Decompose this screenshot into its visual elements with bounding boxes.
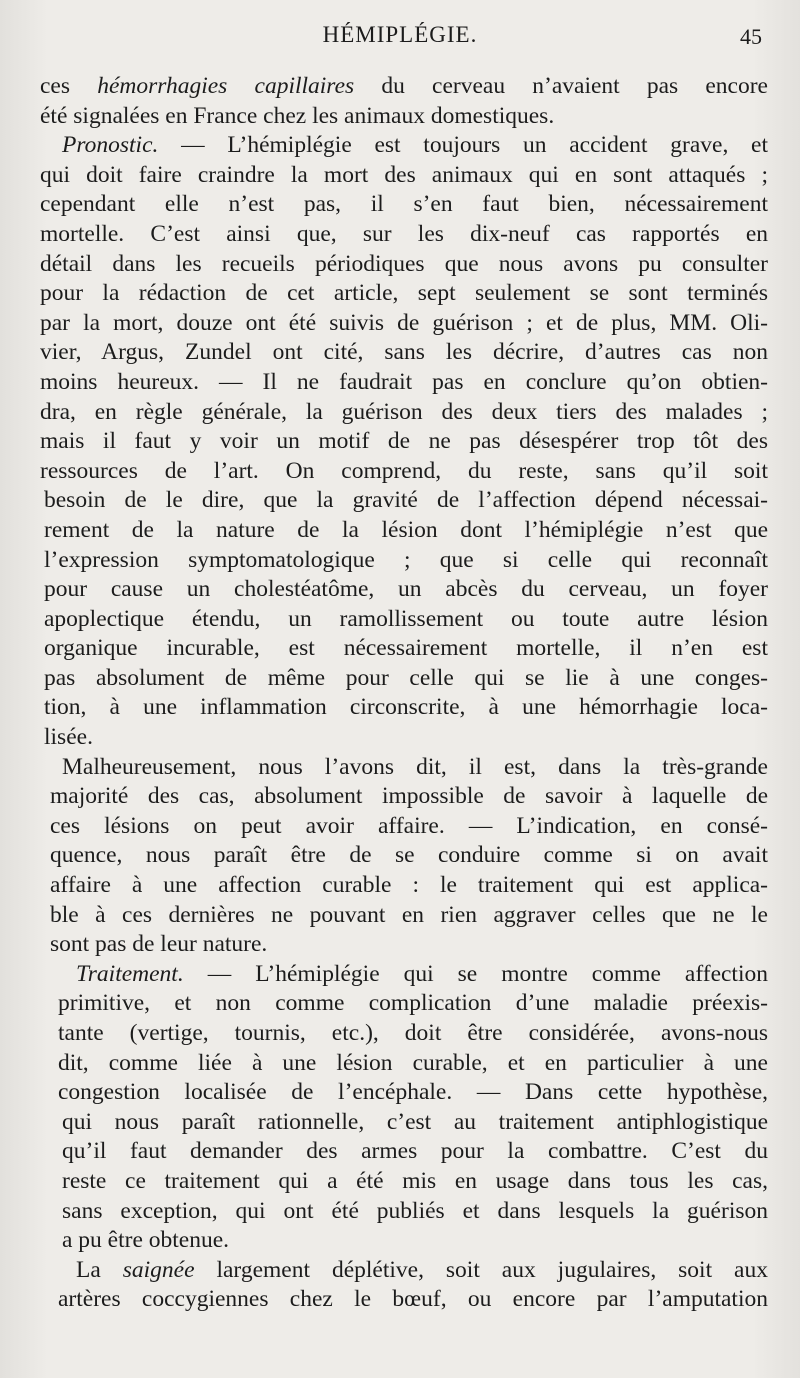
text-line: reste ce traitement qui a été mis en usage dans tous les cas, xyxy=(62,1167,768,1194)
text-line: lisée. xyxy=(44,724,93,751)
text-line: organique incurable, est nécessairement mortelle, il n’en est xyxy=(44,635,768,662)
text-line: qu’il faut demander des armes pour la combattre. C’est du xyxy=(62,1138,768,1165)
text-line: pour cause un cholestéatôme, un abcès du cerveau, un foyer xyxy=(44,576,768,603)
text-line: qui nous paraît rationnelle, c’est au traitement antiphlogistique xyxy=(62,1108,768,1135)
text-line: mais il faut y voir un motif de ne pas désespérer trop tôt des xyxy=(40,428,768,455)
text-line: ces lésions on peut avoir affaire. — L’indication, en consé- xyxy=(50,812,768,839)
text-line: l’expression symptomatologique ; que si celle qui reconnaît xyxy=(44,546,768,573)
text-line: détail dans les recueils périodiques que nous avons pu consulter xyxy=(40,250,768,277)
italic-term: hémorrhagies capillaires xyxy=(97,73,355,99)
text-line: ces hémorrhagies capillaires du cerveau n’avaient pas encore xyxy=(40,73,768,99)
paragraph-start: Malheureusement, nous l’avons dit, il est, dans la très-grande xyxy=(62,753,768,780)
text-line: besoin de le dire, que la gravité de l’affection dépend nécessai- xyxy=(44,487,768,514)
text-line: qui doit faire craindre la mort des animaux qui en sont attaqués ; xyxy=(40,161,768,188)
text-line: par la mort, douze ont été suivis de guérison ; et de plus, MM. Oli- xyxy=(40,309,768,336)
section-heading-pronostic: Pronostic. — L’hémiplégie est toujours un accident grave, et xyxy=(62,132,768,159)
text-line: vier, Argus, Zundel ont cité, sans les décrire, d’autres cas non xyxy=(40,339,768,366)
text-line: rement de la nature de la lésion dont l’hémiplégie n’est que xyxy=(44,516,768,543)
text-line: ressources de l’art. On comprend, du reste, sans qu’il soit xyxy=(40,457,768,484)
text-line: apoplectique étendu, un ramollissement ou toute autre lésion xyxy=(44,605,768,632)
text-line: sont pas de leur nature. xyxy=(50,931,268,958)
text-line: tion, à une inflammation circonscrite, à une hémorrhagie loca- xyxy=(44,694,768,721)
text-line: dit, comme liée à une lésion curable, et en particulier à une xyxy=(58,1049,768,1076)
italic-term: saignée xyxy=(122,1256,195,1283)
body-text xyxy=(40,72,768,1315)
text-line: congestion localisée de l’encéphale. — Dans cette hypothèse, xyxy=(58,1079,768,1106)
paragraph-start: La saignée largement déplétive, soit aux jugulaires, soit aux xyxy=(76,1256,768,1283)
text-line: quence, nous paraît être de se conduire comme si on avait xyxy=(50,842,768,869)
text-line: affaire à une affection curable : le traitement qui est applica- xyxy=(50,872,768,899)
text-line: pas absolument de même pour celle qui se lie à une conges- xyxy=(44,664,768,691)
text-line: artères coccygiennes chez le bœuf, ou encore par l’amputation xyxy=(58,1286,768,1313)
text-line: primitive, et non comme complication d’une maladie préexis- xyxy=(58,990,768,1017)
text-line: sans exception, qui ont été publiés et dans lesquels la guérison xyxy=(62,1197,768,1224)
running-head xyxy=(0,22,800,56)
text-line: dra, en règle générale, la guérison des deux tiers des malades ; xyxy=(40,398,768,425)
text-line: pour la rédaction de cet article, sept seulement se sont terminés xyxy=(40,280,768,307)
running-title: HÉMIPLÉGIE. xyxy=(322,22,478,47)
text-line: moins heureux. — Il ne faudrait pas en conclure qu’on obtien- xyxy=(40,368,768,395)
italic-heading: Pronostic. xyxy=(62,132,159,159)
section-heading-traitement: Traitement. — L’hémiplégie qui se montre comme affection xyxy=(76,960,768,987)
text-line: ble à ces dernières ne pouvant en rien aggraver celles que ne le xyxy=(50,901,768,928)
text-line: cependant elle n’est pas, il s’en faut bien, nécessairement xyxy=(40,191,768,218)
text-line: mortelle. C’est ainsi que, sur les dix-neuf cas rapportés en xyxy=(40,220,768,247)
text-line: majorité des cas, absolument impossible de savoir à laquelle de xyxy=(50,783,768,810)
italic-heading: Traitement. xyxy=(76,960,184,987)
page-number: 45 xyxy=(740,24,762,49)
text-line: a pu être obtenue. xyxy=(62,1227,230,1254)
text-line: tante (vertige, tournis, etc.), doit être considérée, avons-nous xyxy=(58,1020,768,1046)
text-line: été signalées en France chez les animaux domestiques. xyxy=(40,102,555,129)
